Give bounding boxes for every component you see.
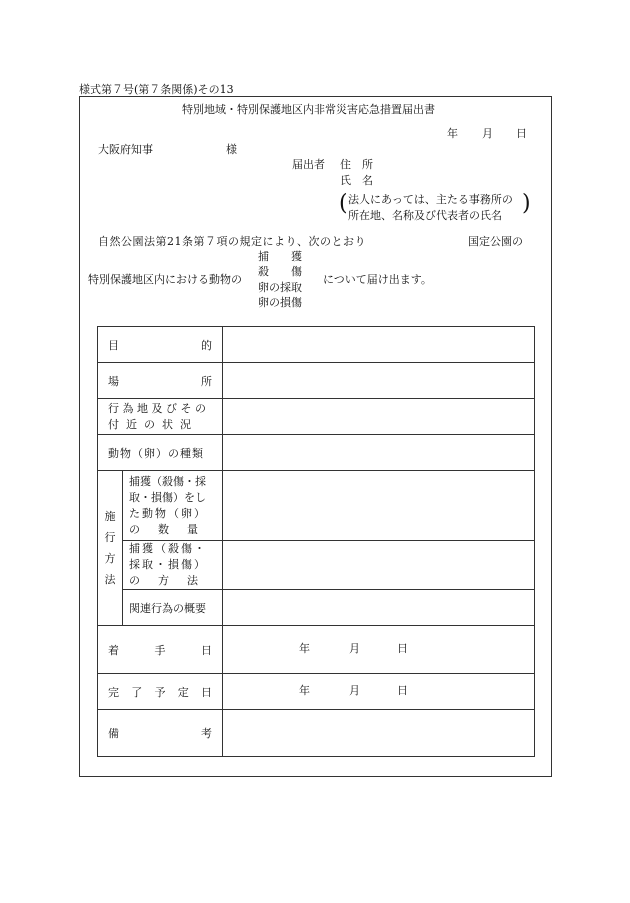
date-month: 月 <box>482 127 493 140</box>
addressee-name: 大阪府知事 <box>98 143 153 156</box>
place-field[interactable] <box>223 363 535 399</box>
completion-month: 月 <box>349 683 360 697</box>
start-year: 年 <box>299 641 310 655</box>
remarks-label: 備 考 <box>98 710 223 757</box>
applicant-label: 届出者 <box>292 158 325 171</box>
form-number: 様式第７号(第７条関係)その13 <box>79 83 234 96</box>
row-method <box>98 541 535 590</box>
row-species <box>98 435 535 471</box>
start-day: 日 <box>397 641 408 655</box>
date-year: 年 <box>447 127 458 140</box>
start-label: 着 手 日 <box>98 626 223 674</box>
method-field[interactable] <box>223 541 535 590</box>
purpose-field[interactable] <box>223 327 535 363</box>
related-label <box>123 590 223 626</box>
declaration-line-1: 自然公園法第21条第７項の規定により、次のとおり <box>98 235 366 248</box>
completion-year: 年 <box>299 683 310 697</box>
completion-day: 日 <box>397 683 408 697</box>
corp-note-line-1: 法人にあっては、主たる事務所の <box>348 193 513 206</box>
remarks-field[interactable] <box>223 710 535 757</box>
option-egg-collect: 卵の採取 <box>258 281 302 294</box>
method-group-text: 施行方法 <box>104 510 116 586</box>
purpose-char-1: 目 <box>108 338 119 352</box>
corp-note-right-bracket: ) <box>522 191 531 216</box>
quantity-label <box>123 471 223 541</box>
related-text: 関連行為の概要 <box>129 601 206 615</box>
row-quantity <box>98 471 535 541</box>
method-group-label <box>98 471 123 626</box>
related-field[interactable] <box>223 590 535 626</box>
option-kill: 殺 傷 <box>258 265 302 278</box>
corp-note-line-2: 所在地、名称及び代表者の氏名 <box>348 209 502 222</box>
declaration-line-2-prefix: 特別保護地区内における動物の <box>88 273 242 286</box>
row-related <box>98 590 535 626</box>
option-capture: 捕 獲 <box>258 250 302 263</box>
option-egg-damage: 卵の損傷 <box>258 296 302 309</box>
purpose-char-2: 的 <box>201 338 212 352</box>
row-site <box>98 399 535 435</box>
species-text: 動物（卵）の種類 <box>108 446 204 460</box>
site-field[interactable] <box>223 399 535 435</box>
purpose-label <box>98 327 223 363</box>
completion-date-field[interactable] <box>223 674 535 710</box>
start-month: 月 <box>349 641 360 655</box>
site-line-2: 付近の状況 <box>108 417 198 431</box>
site-line-1: 行為地及びその <box>108 401 210 415</box>
place-char-2: 所 <box>201 374 212 388</box>
quantity-field[interactable] <box>223 471 535 541</box>
method-line-2: 採取・損傷） <box>129 558 207 571</box>
place-char-1: 場 <box>108 374 119 388</box>
site-label <box>98 399 223 435</box>
species-label <box>98 435 223 471</box>
start-date-field[interactable] <box>223 626 535 674</box>
form-title: 特別地域・特別保護地区内非常災害応急措置届出書 <box>182 103 435 116</box>
addressee-honorific: 様 <box>226 143 237 156</box>
row-start <box>98 626 535 674</box>
declaration-line-2-suffix: について届け出ます。 <box>323 273 432 286</box>
place-label <box>98 363 223 399</box>
row-purpose <box>98 327 535 363</box>
completion-label: 完 了 予 定 日 <box>98 674 223 710</box>
quantity-line-4: の数量 <box>129 522 216 536</box>
quantity-line-3: た動物（卵） <box>129 506 207 520</box>
corp-note-left-bracket: ( <box>339 191 348 216</box>
date-day: 日 <box>516 127 527 140</box>
method-line-3: の方法 <box>129 574 216 587</box>
address-label: 住 所 <box>340 158 373 171</box>
method-label <box>123 541 223 590</box>
name-label: 氏 名 <box>340 174 373 187</box>
species-field[interactable] <box>223 435 535 471</box>
row-completion <box>98 674 535 710</box>
park-type: 国定公園の <box>468 235 523 248</box>
row-place <box>98 363 535 399</box>
notification-table <box>97 326 535 757</box>
quantity-line-1: 捕獲（殺傷・採 <box>129 474 206 488</box>
row-remarks <box>98 710 535 757</box>
quantity-line-2: 取・損傷）をし <box>129 490 206 504</box>
method-line-1: 捕獲（殺傷・ <box>129 542 207 555</box>
